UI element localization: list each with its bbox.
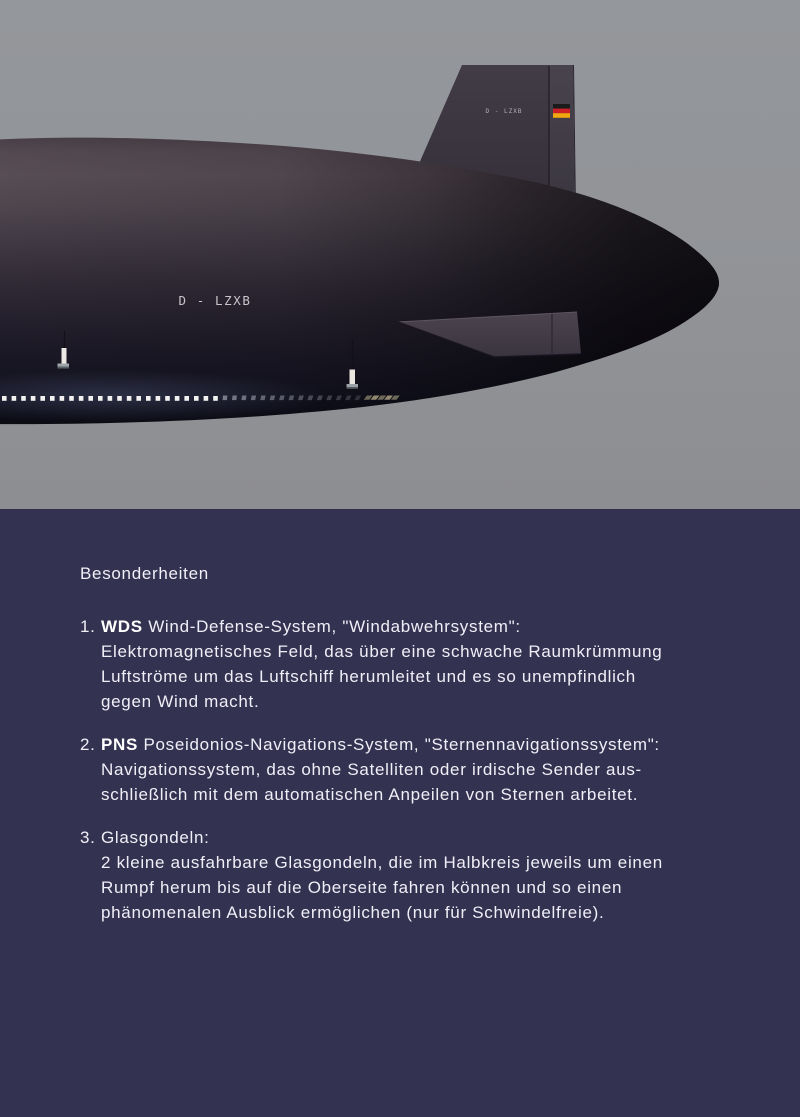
info-text-block	[80, 561, 780, 943]
item-body	[101, 732, 660, 807]
item-text-line: schließlich mit dem automatischen Anpeilen von Sternen arbeitet.	[101, 785, 639, 804]
list-item-wds	[80, 614, 780, 714]
hull-registration-text: D - LZXB	[178, 293, 252, 308]
item-text-line: Elektromagnetisches Feld, das über eine schwache Raumkrümmung	[101, 642, 663, 661]
hull	[0, 138, 719, 425]
section-heading: Besonderheiten	[80, 564, 209, 583]
item-abbreviation: PNS	[101, 735, 139, 754]
item-body	[101, 825, 663, 925]
list-item-pns	[80, 732, 780, 807]
item-text-line: 2 kleine ausfahrbare Glasgondeln, die im Halbkreis jeweils um einen	[101, 853, 663, 872]
item-text-line: Navigationssystem, das ohne Satelliten oder irdische Sender aus-	[101, 760, 642, 779]
item-title-line	[101, 825, 663, 850]
item-text-line: Rumpf herum bis auf die Oberseite fahren können und so einen	[101, 878, 623, 897]
item-title-line	[101, 732, 660, 757]
list-item-glasgondeln	[80, 825, 780, 925]
item-number: 3.	[80, 828, 96, 847]
item-text-line: Luftströme um das Luftschiff herumleitet und es so unempfindlich	[101, 667, 636, 686]
item-number: 1.	[80, 617, 96, 636]
item-text-line: phänomenalen Ausblick ermöglichen (nur für Schwindelfreie).	[101, 903, 605, 922]
item-title-rest: Wind-Defense-System, "Windabwehrsystem":	[142, 617, 521, 636]
item-abbreviation: WDS	[101, 617, 143, 636]
item-text-line: gegen Wind macht.	[101, 692, 260, 711]
item-title-rest: Glasgondeln:	[101, 828, 210, 847]
item-title-line	[101, 614, 662, 639]
airship-illustration	[0, 0, 800, 509]
airship-svg	[0, 0, 800, 509]
german-flag-icon	[553, 104, 570, 118]
item-number: 2.	[80, 735, 96, 754]
item-body	[101, 614, 662, 714]
info-panel	[0, 509, 800, 1117]
item-title-rest: Poseidonios-Navigations-System, "Sternennavigationssystem":	[138, 735, 660, 754]
fin-registration-text: D - LZXB	[485, 108, 523, 115]
